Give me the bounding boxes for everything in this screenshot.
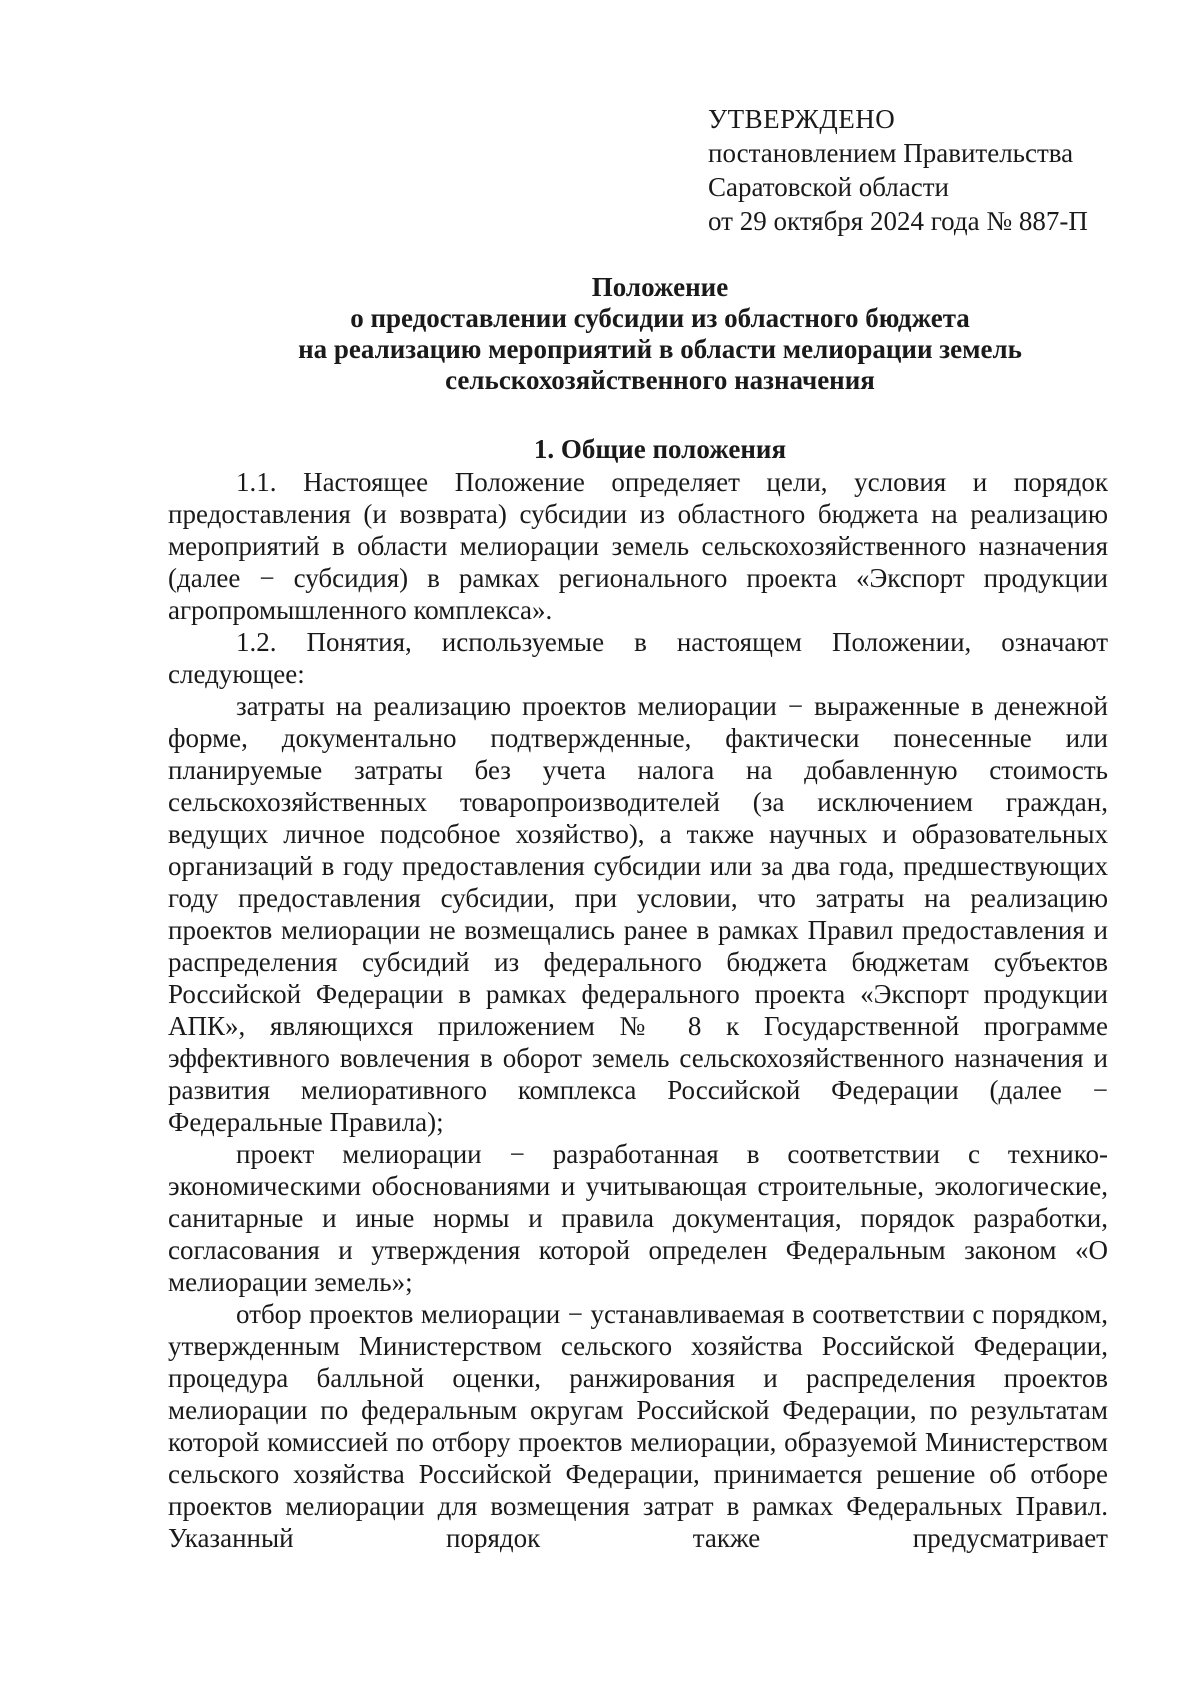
title-line-2: о предоставлении субсидии из областного бюджета (350, 303, 970, 333)
approval-heading: УТВЕРЖДЕНО (708, 104, 896, 134)
paragraph-definition-selection: отбор проектов мелиорации − устанавливаемая в соответствии с порядком, утвержденным Министерством сельского хозяйства Российской Федерации, процедура балльной оценки, ранжирования и распределения проектов мелиорации по федеральным округам Российской Федерации, по результатам которой комиссией по отбору проектов мелиорации, образуемой Министерством сельского хозяйства Российской Федерации, принимается решение об отборе проектов мелиорации для возмещения затрат в рамках Федеральных Правил. Указанный порядок также предусматривает (168, 1299, 1108, 1553)
section-body (168, 466, 1108, 1554)
title-line-3: на реализацию мероприятий в области мелиорации земель (298, 334, 1022, 364)
document-title (160, 272, 1160, 396)
approval-line-3: от 29 октября 2024 года № 887-П (708, 206, 1088, 236)
approval-stamp (708, 102, 1088, 238)
approval-line-2: Саратовской области (708, 172, 949, 202)
paragraph-definition-project: проект мелиорации − разработанная в соответствии с технико-экономическими обоснованиями и учитывающая строительные, экологические, санитарные и иные нормы и правила документация, порядок разработки, согласования и утверждения которой определен Федеральным законом «О мелиорации земель»; (168, 1139, 1108, 1297)
title-line-4: сельскохозяйственного назначения (445, 365, 875, 395)
section-heading: 1. Общие положения (533, 434, 787, 464)
title-line-1: Положение (591, 272, 729, 302)
approval-line-1: постановлением Правительства (708, 138, 1074, 168)
paragraph-definition-costs: затраты на реализацию проектов мелиорации − выраженные в денежной форме, документально подтвержденные, фактически понесенные или планируемые затраты без учета налога на добавленную стоимость сельскохозяйственных товаропроизводителей (за исключением граждан, ведущих личное подсобное хозяйство), а также научных и образовательных организаций в году предоставления субсидии или за два года, предшествующих году предоставления субсидии, при условии, что затраты на реализацию проектов мелиорации не возмещались ранее в рамках Правил предоставления и распределения субсидий из федерального бюджета бюджетам субъектов Российской Федерации в рамках федерального проекта «Экспорт продукции АПК», являющихся приложением № 8 к Государственной программе эффективного вовлечения в оборот земель сельскохозяйственного назначения и развития мелиоративного комплекса Российской Федерации (далее − Федеральные Правила); (168, 691, 1108, 1137)
paragraph-1-1: 1.1. Настоящее Положение определяет цели, условия и порядок предоставления (и возврата) субсидии из областного бюджета на реализацию мероприятий в области мелиорации земель сельскохозяйственного назначения (далее − субсидия) в рамках регионального проекта «Экспорт продукции агропромышленного комплекса». (168, 467, 1108, 625)
paragraph-1-2: 1.2. Понятия, используемые в настоящем Положении, означают следующее: (168, 627, 1108, 689)
